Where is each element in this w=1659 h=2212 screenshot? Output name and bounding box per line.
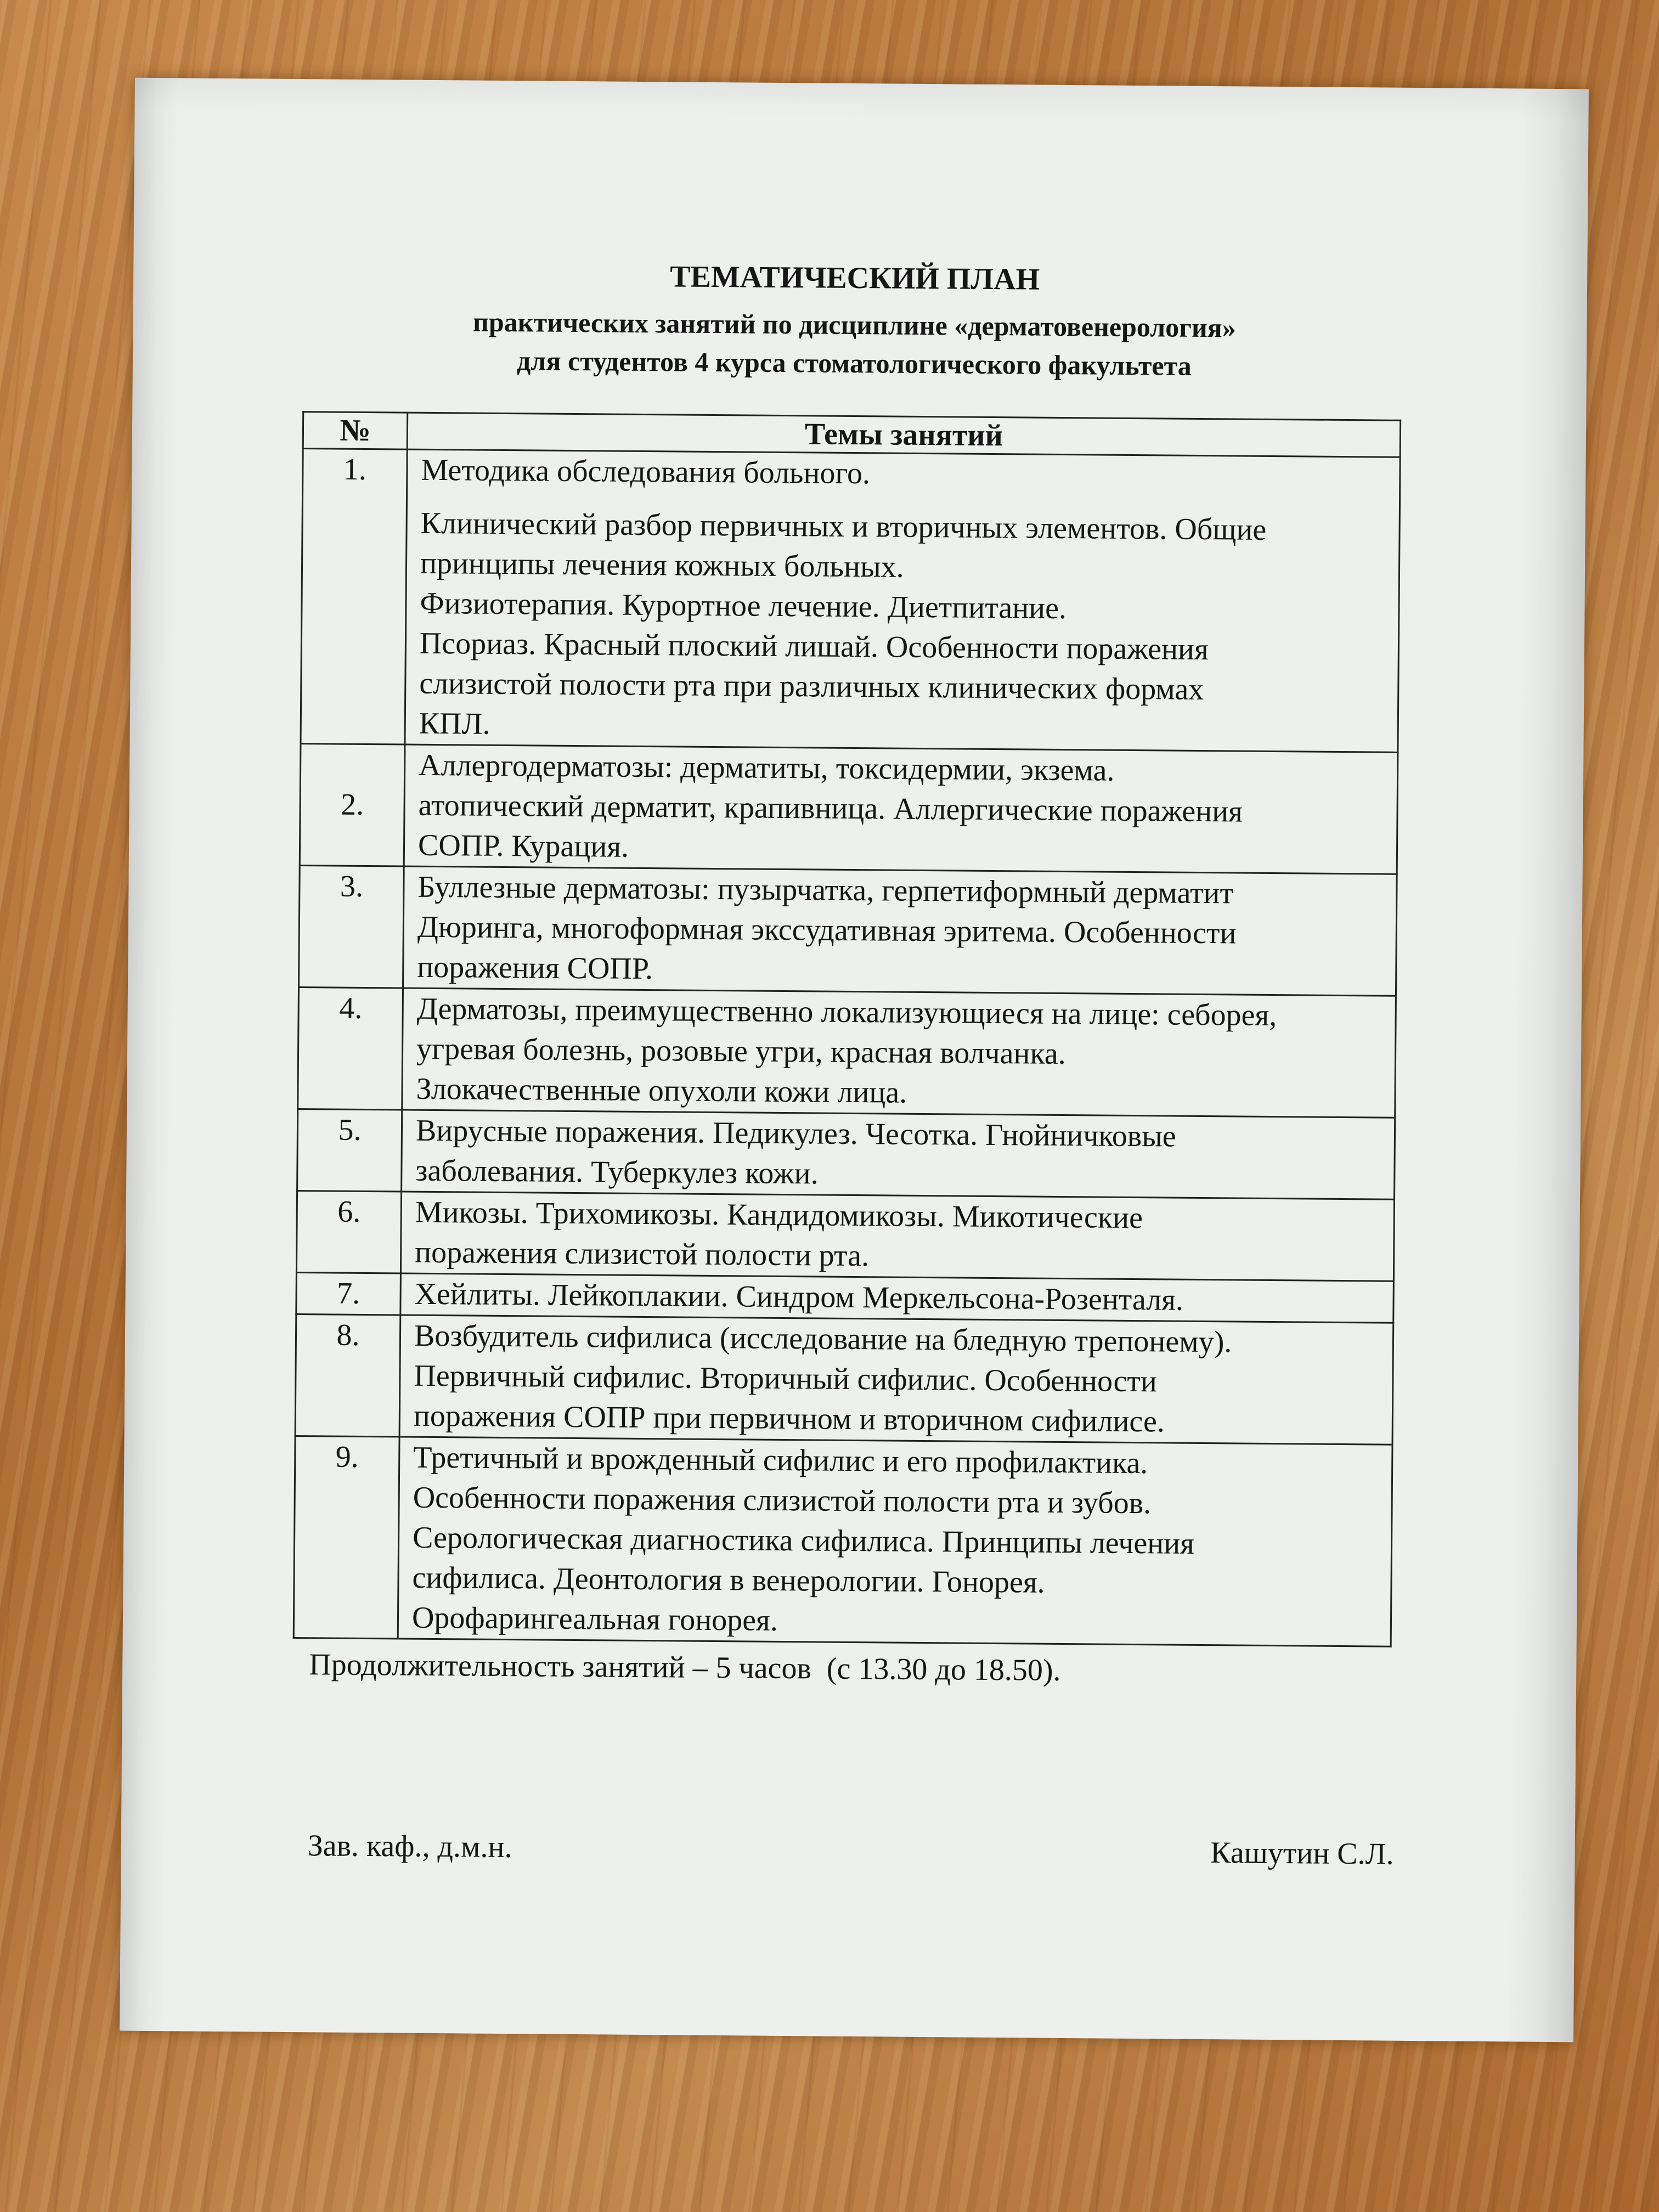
row-topics — [400, 1273, 1394, 1323]
topic-line: Злокачественные опухоли кожи лица. — [416, 1071, 907, 1110]
row-number: 3. — [299, 866, 404, 988]
paper-sheet — [120, 78, 1589, 2042]
row-topics — [405, 449, 1400, 752]
row-topics — [402, 988, 1396, 1118]
topic-line: Буллезные дерматозы: пузырчатка, герпетиформный дерматит — [417, 870, 1234, 911]
topic-line: принципы лечения кожных больных. — [420, 546, 904, 584]
row-number: 1. — [301, 449, 407, 744]
topic-line: Возбудитель сифилиса (исследование на бледную трепонему). — [414, 1318, 1232, 1359]
duration-note: Продолжительность занятий – 5 часов (с 13.30 до 18.50). — [309, 1647, 1061, 1688]
row-number: 5. — [297, 1109, 402, 1192]
topic-line: Методика обследования больного. — [421, 453, 871, 491]
row-number: 6. — [296, 1191, 401, 1273]
topic-line: Орофарингеальная гонорея. — [411, 1600, 778, 1638]
table-row — [301, 449, 1400, 753]
document-body — [305, 79, 1408, 1871]
document-title: ТЕМАТИЧЕСКИЙ ПЛАН — [670, 259, 1040, 297]
topic-line: Псориаз. Красный плоский лишай. Особенности поражения — [419, 626, 1209, 667]
header-number: № — [303, 412, 408, 449]
row-topics — [399, 1315, 1393, 1444]
topic-line: Клинический разбор первичных и вторичных элементов. Общие — [420, 506, 1267, 547]
table-row — [300, 744, 1398, 874]
topic-line: поражения слизистой полости рта. — [414, 1235, 870, 1273]
row-number: 2. — [300, 744, 405, 866]
topic-line: Аллергодерматозы: дерматиты, токсидермии, экзема. — [418, 748, 1115, 788]
subtitle-line: практических занятий по дисциплине «дерматовенерология» — [472, 306, 1237, 343]
topic-line: Дюринга, многоформная экссудативная эритема. Особенности — [417, 910, 1237, 951]
topic-line: Хейлиты. Лейкоплакии. Синдром Меркельсона-Розенталя. — [414, 1277, 1184, 1317]
topic-line: СОПР. Курация. — [417, 828, 629, 864]
row-topics — [402, 1110, 1395, 1199]
signature-name: Кашутин С.Л. — [1210, 1836, 1394, 1871]
table-row — [295, 1314, 1393, 1445]
signature-position: Зав. каф., д.м.н. — [307, 1829, 512, 1865]
table-row — [296, 1191, 1394, 1282]
row-topics — [404, 744, 1398, 874]
topic-line: сифилиса. Деонтология в венерологии. Гонорея. — [412, 1560, 1045, 1600]
row-topics — [403, 866, 1397, 996]
topic-line: Третичный и врожденный сифилис и его профилактика. — [413, 1440, 1148, 1481]
document-subtitle — [303, 301, 1406, 387]
topic-line: Физиотерапия. Курортное лечение. Диетпитание. — [420, 586, 1067, 626]
lessons-table — [293, 411, 1402, 1647]
row-number: 9. — [294, 1436, 399, 1639]
topic-line: КПЛ. — [419, 706, 490, 741]
topic-line: поражения СОПР при первичном и вторичном сифилисе. — [413, 1398, 1165, 1439]
table-row — [299, 866, 1397, 996]
topic-line: Серологическая диагностика сифилиса. Принципы лечения — [412, 1520, 1195, 1561]
topic-line: атопический дерматит, крапивница. Аллергические поражения — [418, 788, 1243, 829]
row-topics — [398, 1437, 1392, 1646]
row-number: 7. — [296, 1273, 401, 1315]
topic-line: Первичный сифилис. Вторичный сифилис. Особенности — [414, 1358, 1158, 1399]
row-number: 8. — [295, 1314, 400, 1437]
header-topics: Темы занятий — [407, 413, 1400, 457]
topic-line: поражения СОПР. — [417, 950, 653, 986]
topic-line: Особенности поражения слизистой полости рта и зубов. — [413, 1480, 1152, 1521]
topic-line: заболевания. Туберкулез кожи. — [415, 1153, 819, 1191]
table-row — [294, 1436, 1392, 1647]
topic-line: Микозы. Трихомикозы. Кандидомикозы. Микотические — [415, 1195, 1143, 1235]
row-topics — [400, 1192, 1394, 1281]
topic-line: угревая болезнь, розовые угри, красная волчанка. — [416, 1031, 1066, 1071]
topic-line: слизистой полости рта при различных клинических формах — [419, 666, 1204, 707]
topic-line: Дерматозы, преимущественно локализующиеся на лице: себорея, — [416, 991, 1277, 1033]
topic-line: Вирусные поражения. Педикулез. Чесотка. Гнойничковые — [415, 1113, 1176, 1154]
table-row — [298, 988, 1396, 1118]
row-number: 4. — [298, 988, 403, 1110]
table-row — [297, 1109, 1395, 1200]
subtitle-line: для студентов 4 курса стоматологического факультета — [516, 345, 1192, 381]
